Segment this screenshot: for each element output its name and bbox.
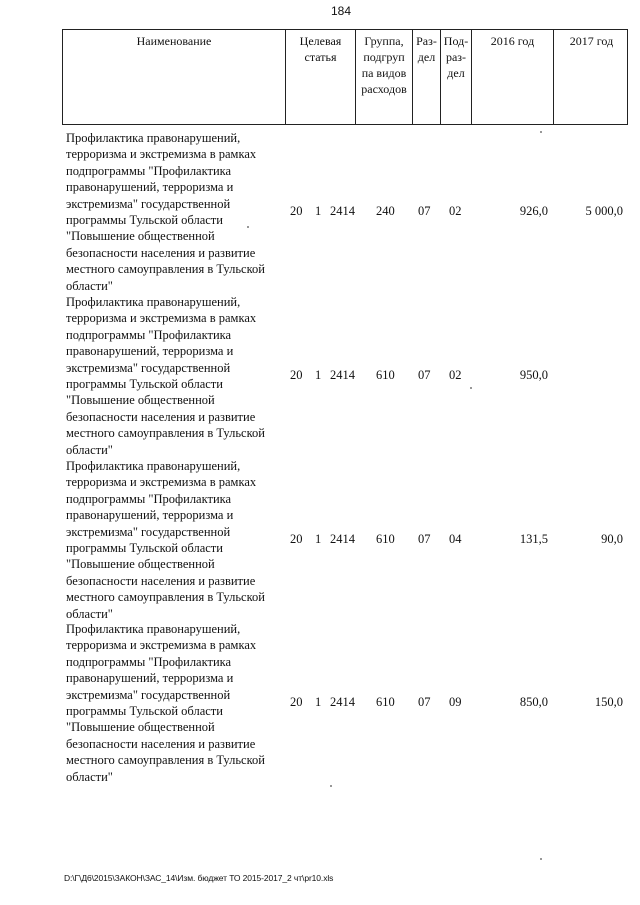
name-line: области" xyxy=(66,606,113,621)
header-2016: 2016 год xyxy=(490,34,535,48)
name-line: программы Тульской области xyxy=(66,704,223,719)
amount-2017: 150,0 xyxy=(594,695,623,709)
target-article-part: 1 xyxy=(315,204,322,218)
expense-group: 610 xyxy=(376,695,395,709)
section-code: 07 xyxy=(418,368,431,382)
expense-group: 610 xyxy=(376,368,395,382)
name-line: программы Тульской области xyxy=(66,377,223,392)
header-text: Под- xyxy=(443,34,469,48)
table-header xyxy=(62,29,628,125)
name-line: правонарушений, терроризма и xyxy=(66,180,234,195)
subsection-code: 04 xyxy=(449,532,462,546)
name-line: экстремизма" государственной xyxy=(66,360,231,375)
row-name xyxy=(66,294,284,458)
target-article-part: 20 xyxy=(290,368,303,382)
header-text: Раз- xyxy=(416,34,437,48)
scan-speck xyxy=(540,131,542,133)
header-section xyxy=(413,33,440,65)
name-line: местного самоуправления в Тульской xyxy=(66,262,265,277)
target-article-part: 20 xyxy=(290,532,303,546)
header-subsection xyxy=(441,33,471,81)
name-line: "Повышение общественной xyxy=(66,557,215,572)
name-line: подпрограммы "Профилактика xyxy=(66,327,232,342)
file-path-footer: D:\Г\Д6\2015\ЗАКОН\ЗАС_14\Изм. бюджет ТО 2015-2017_2 чт\pr10.xls xyxy=(64,873,334,883)
name-line: правонарушений, терроризма и xyxy=(66,508,234,523)
scan-speck xyxy=(330,785,332,787)
name-line: экстремизма" государственной xyxy=(66,196,231,211)
name-line: экстремизма" государственной xyxy=(66,524,231,539)
name-line: терроризма и экстремизма в рамках xyxy=(66,311,257,326)
name-line: правонарушений, терроризма и xyxy=(66,344,234,359)
name-line: местного самоуправления в Тульской xyxy=(66,590,265,605)
name-line: Профилактика правонарушений, xyxy=(66,459,241,473)
name-line: терроризма и экстремизма в рамках xyxy=(66,147,257,162)
subsection-code: 02 xyxy=(449,368,462,382)
expense-group: 240 xyxy=(376,204,395,218)
scan-speck xyxy=(470,387,472,389)
row-name xyxy=(66,458,284,622)
amount-2016: 950,0 xyxy=(519,368,548,382)
target-article-part: 20 xyxy=(290,204,303,218)
amount-2016: 850,0 xyxy=(519,695,548,709)
name-line: области" xyxy=(66,769,113,784)
scan-speck xyxy=(247,226,249,228)
page-number: 184 xyxy=(331,4,352,18)
name-line: "Повышение общественной xyxy=(66,393,215,408)
header-expense-group xyxy=(356,33,412,97)
name-line: "Повышение общественной xyxy=(66,720,215,735)
header-text: раз- xyxy=(445,50,467,64)
name-line: безопасности населения и развитие xyxy=(66,736,256,751)
section-code: 07 xyxy=(418,204,431,218)
name-line: безопасности населения и развитие xyxy=(66,409,256,424)
target-article-part: 2414 xyxy=(330,532,355,546)
header-text: статья xyxy=(304,50,337,64)
target-article-part: 2414 xyxy=(330,368,355,382)
name-line: безопасности населения и развитие xyxy=(66,573,256,588)
name-line: Профилактика правонарушений, xyxy=(66,622,241,636)
header-text: дел xyxy=(447,66,465,80)
header-text: Целевая xyxy=(299,34,342,48)
header-text: подгруп xyxy=(363,50,405,64)
header-text: па видов xyxy=(361,66,407,80)
target-article-part: 1 xyxy=(315,695,322,709)
name-line: Профилактика правонарушений, xyxy=(66,131,241,145)
section-code: 07 xyxy=(418,695,431,709)
header-target-article xyxy=(286,33,355,65)
header-name: Наименование xyxy=(136,34,212,48)
amount-2016: 926,0 xyxy=(519,204,548,218)
name-line: программы Тульской области xyxy=(66,541,223,556)
amount-2017: 90,0 xyxy=(601,532,623,546)
expense-group: 610 xyxy=(376,532,395,546)
name-line: местного самоуправления в Тульской xyxy=(66,426,265,441)
header-text: дел xyxy=(417,50,436,64)
target-article-part: 2414 xyxy=(330,695,355,709)
name-line: программы Тульской области xyxy=(66,213,223,228)
subsection-code: 02 xyxy=(449,204,462,218)
target-article-part: 1 xyxy=(315,368,322,382)
target-article-part: 2414 xyxy=(330,204,355,218)
scan-speck xyxy=(540,858,542,860)
name-line: "Повышение общественной xyxy=(66,229,215,244)
subsection-code: 09 xyxy=(449,695,462,709)
name-line: правонарушений, терроризма и xyxy=(66,671,234,686)
amount-2017: 5 000,0 xyxy=(585,204,623,218)
name-line: подпрограммы "Профилактика xyxy=(66,654,232,669)
target-article-part: 1 xyxy=(315,532,322,546)
name-line: терроризма и экстремизма в рамках xyxy=(66,475,257,490)
name-line: местного самоуправления в Тульской xyxy=(66,753,265,768)
header-2017: 2017 год xyxy=(569,34,614,48)
name-line: терроризма и экстремизма в рамках xyxy=(66,638,257,653)
name-line: области" xyxy=(66,442,113,457)
row-name xyxy=(66,130,284,294)
name-line: области" xyxy=(66,278,113,293)
name-line: безопасности населения и развитие xyxy=(66,245,256,260)
section-code: 07 xyxy=(418,532,431,546)
target-article-part: 20 xyxy=(290,695,303,709)
header-text: Группа, xyxy=(364,34,404,48)
name-line: экстремизма" государственной xyxy=(66,687,231,702)
row-name xyxy=(66,621,284,785)
header-text: расходов xyxy=(361,82,407,96)
amount-2016: 131,5 xyxy=(519,532,548,546)
name-line: Профилактика правонарушений, xyxy=(66,295,241,309)
name-line: подпрограммы "Профилактика xyxy=(66,491,232,506)
name-line: подпрограммы "Профилактика xyxy=(66,163,232,178)
